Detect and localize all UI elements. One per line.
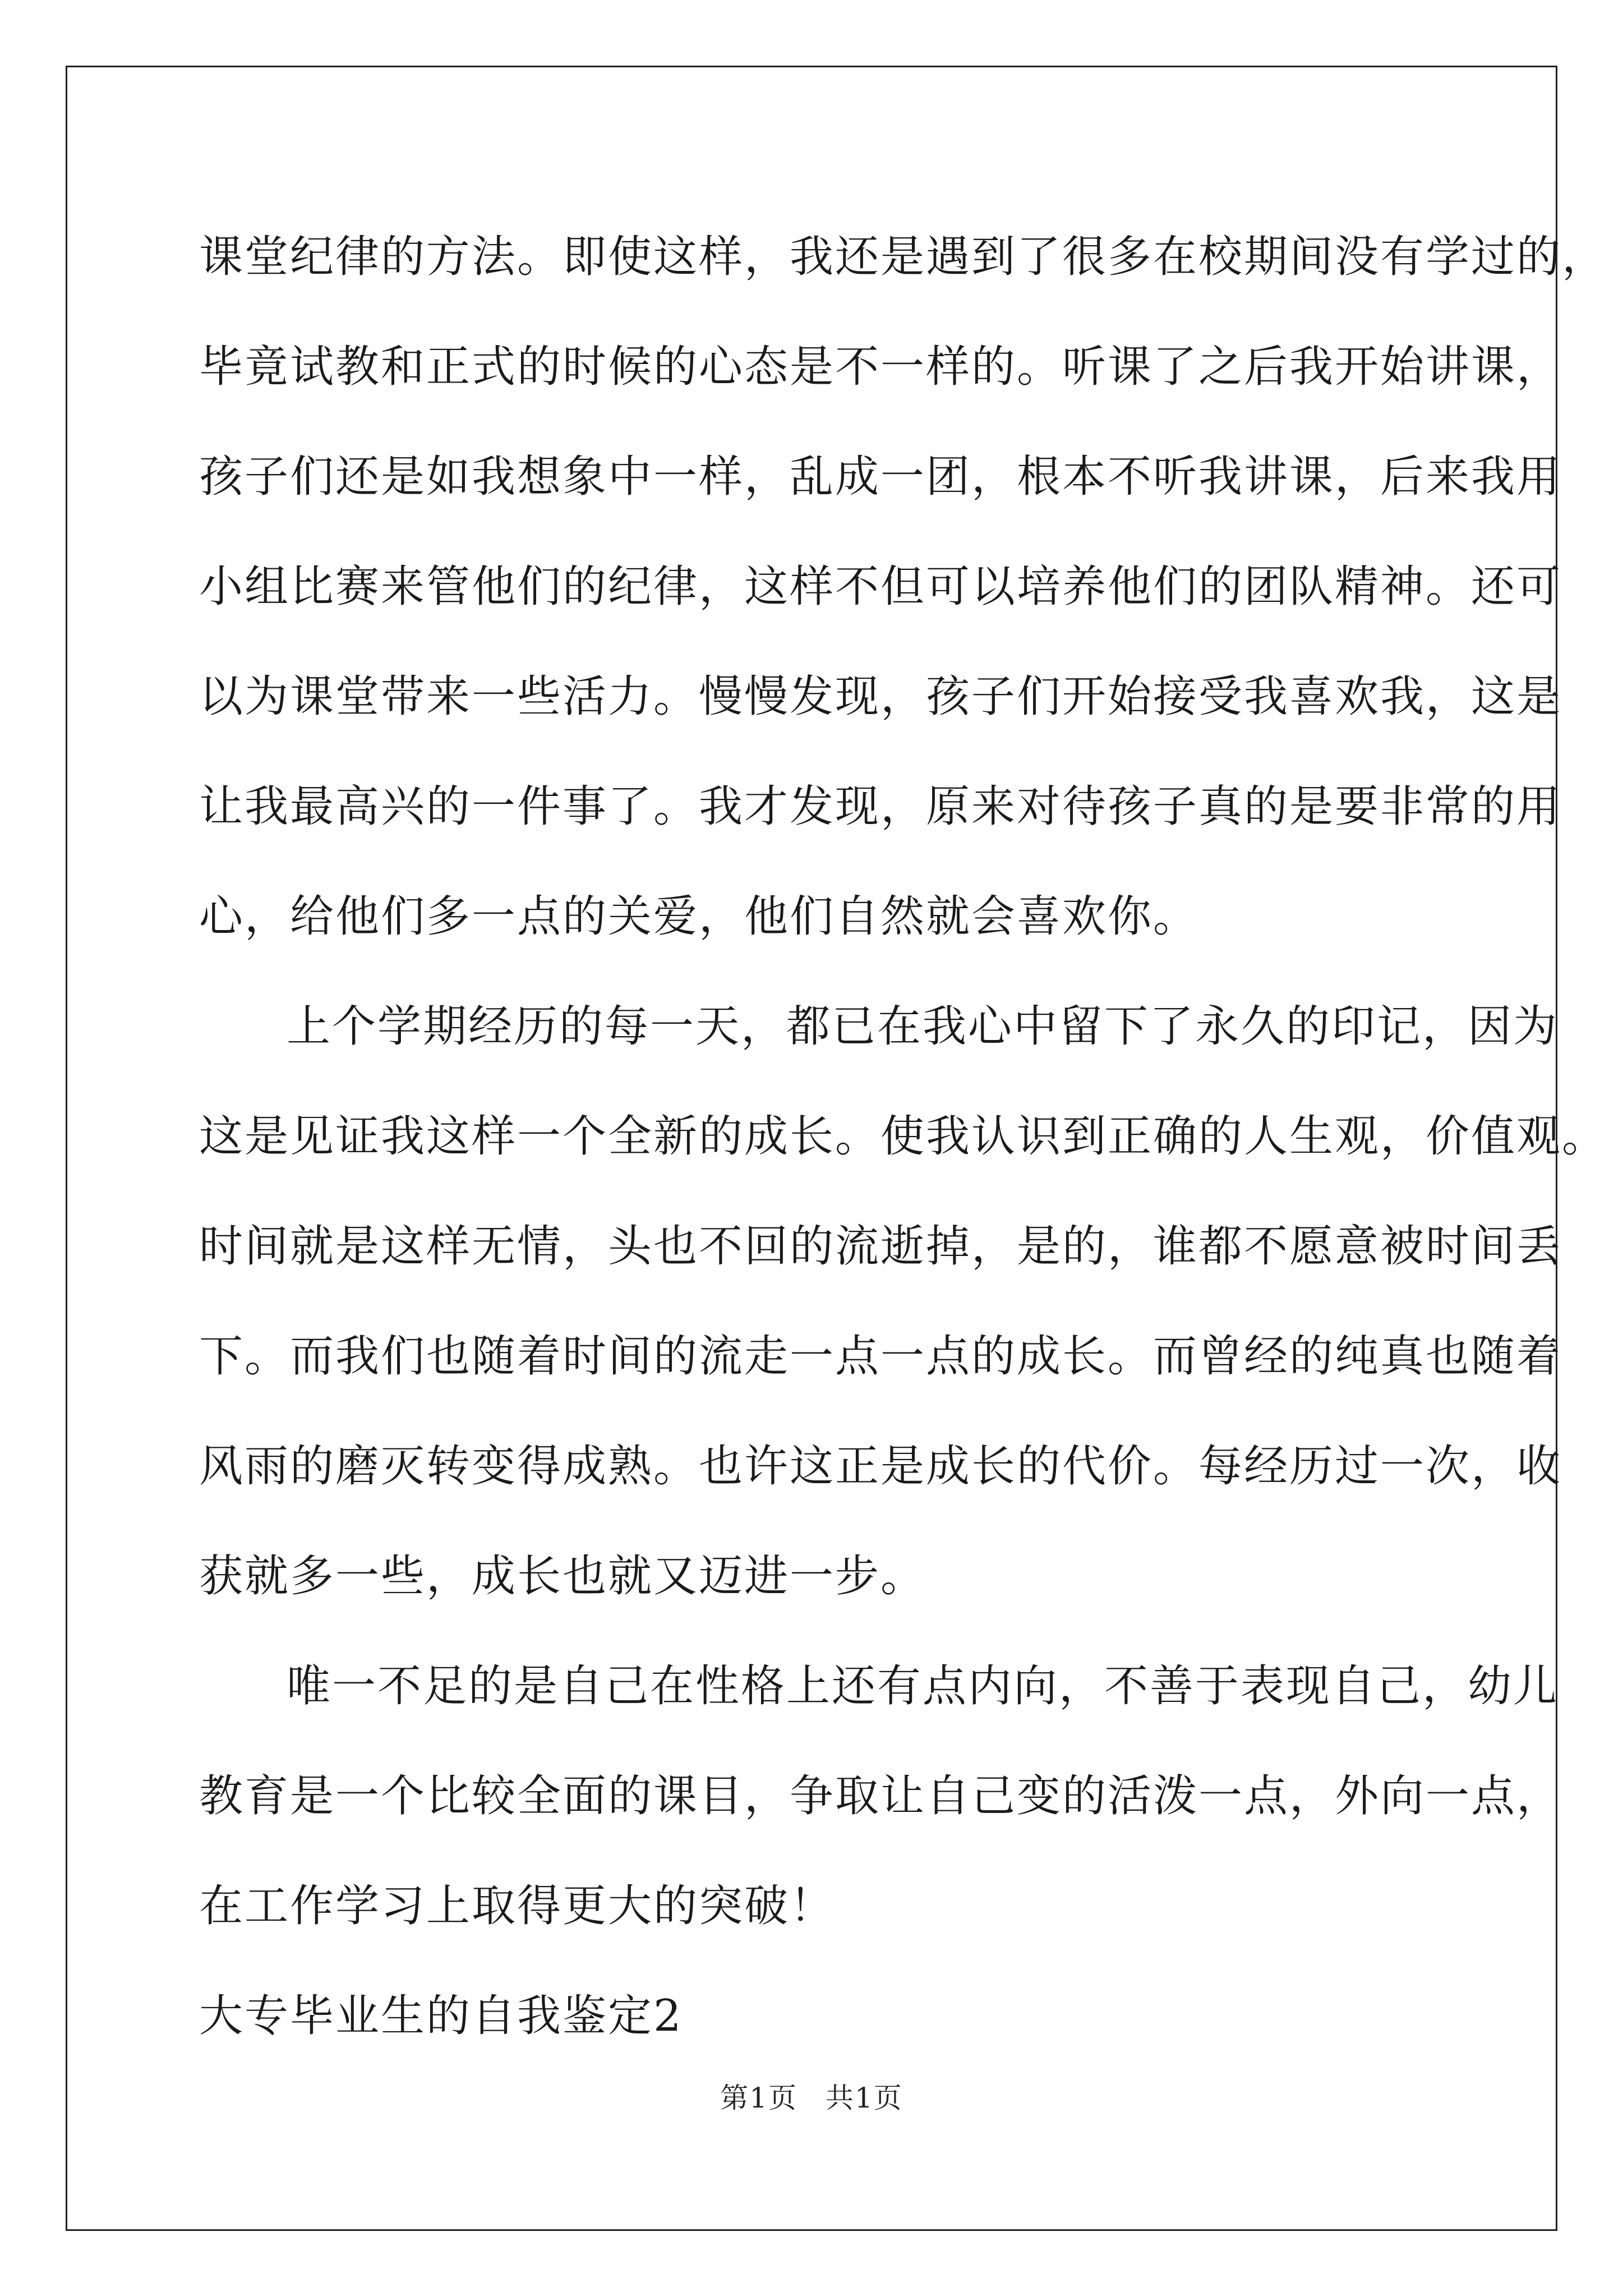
- text-line: 小组比赛来管他们的纪律，这样不但可以培养他们的团队精神。还可: [199, 562, 1562, 612]
- text-line: 让我最高兴的一件事了。我才发现，原来对待孩子真的是要非常的用: [199, 781, 1562, 832]
- page-number: 第1页: [720, 2082, 797, 2114]
- text-line: 这是见证我这样一个全新的成长。使我认识到正确的人生观，价值观。: [199, 1111, 1608, 1162]
- paragraph-1: [199, 202, 1608, 972]
- section-heading: 大专毕业生的自我鉴定2: [199, 1991, 683, 2041]
- text-line: 获就多一些，成长也就又迈进一步。: [199, 1551, 926, 1602]
- page-footer: [0, 2076, 1623, 2116]
- paragraph-2: [199, 972, 1608, 1631]
- text-line: 下。而我们也随着时间的流走一点一点的成长。而曾经的纯真也随着: [199, 1331, 1562, 1382]
- text-line: 时间就是这样无情，头也不回的流逝掉，是的，谁都不愿意被时间丢: [199, 1221, 1562, 1272]
- text-line: 上个学期经历的每一天，都已在我心中留下了永久的印记，因为: [287, 1001, 1559, 1052]
- text-line: 课堂纪律的方法。即使这样，我还是遇到了很多在校期间没有学过的，: [199, 232, 1608, 282]
- text-line: 心，给他们多一点的关爱，他们自然就会喜欢你。: [199, 891, 1199, 942]
- text-line: 以为课堂带来一些活力。慢慢发现，孩子们开始接受我喜欢我，这是: [199, 671, 1562, 722]
- document-body: [199, 202, 1608, 2071]
- text-line: 孩子们还是如我想象中一样，乱成一团，根本不听我讲课，后来我用: [199, 452, 1562, 502]
- text-line: 教育是一个比较全面的课目，争取让自己变的活泼一点，外向一点，: [199, 1771, 1562, 1821]
- text-line: 唯一不足的是自己在性格上还有点内向，不善于表现自己，幼儿: [287, 1661, 1559, 1711]
- page-total: 共1页: [826, 2082, 903, 2114]
- paragraph-3: [199, 1631, 1562, 1961]
- text-line: 在工作学习上取得更大的突破！: [199, 1881, 836, 1931]
- text-line: 风雨的磨灭转变得成熟。也许这正是成长的代价。每经历过一次，收: [199, 1441, 1562, 1492]
- text-line: 毕竟试教和正式的时候的心态是不一样的。听课了之后我开始讲课，: [199, 342, 1562, 392]
